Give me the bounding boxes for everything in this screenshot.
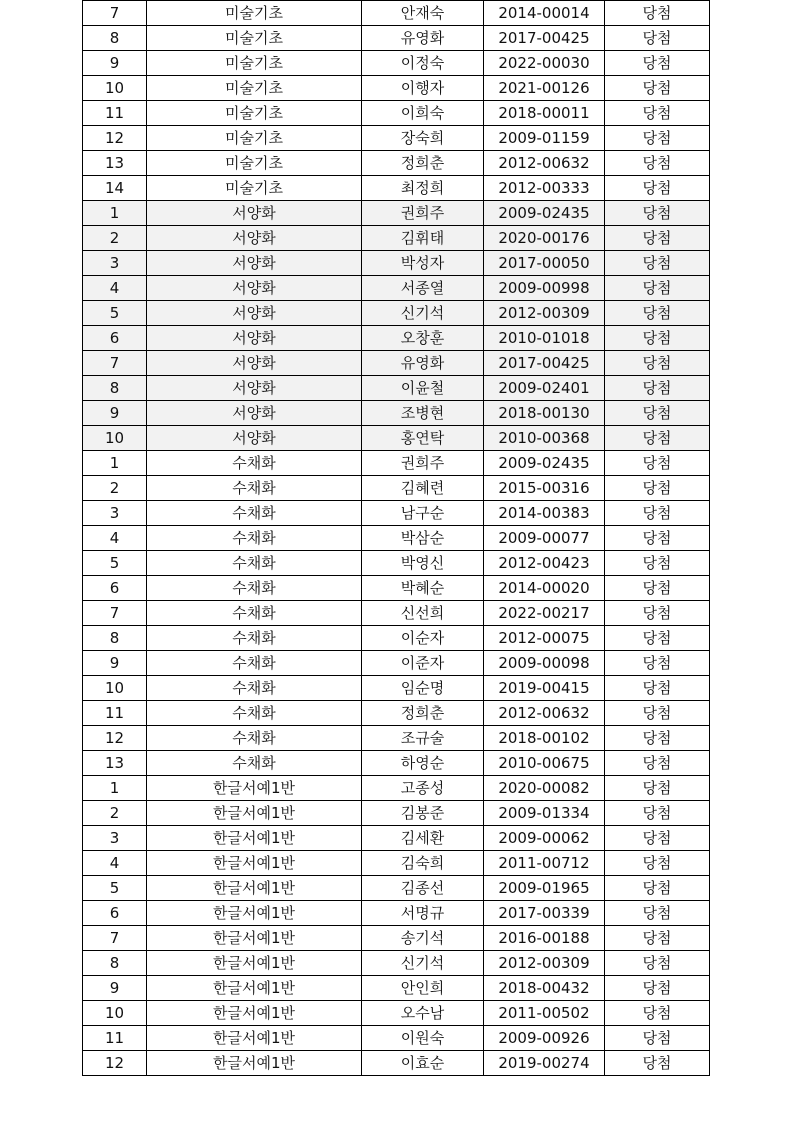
- course-name-cell: 수채화: [147, 526, 362, 551]
- member-id-cell: 2012-00632: [484, 701, 605, 726]
- member-name-cell: 권희주: [362, 201, 484, 226]
- result-cell: 당첨: [605, 126, 710, 151]
- member-id-cell: 2014-00383: [484, 501, 605, 526]
- result-cell: 당첨: [605, 326, 710, 351]
- member-id-cell: 2017-00050: [484, 251, 605, 276]
- table-row: [83, 851, 710, 876]
- table-row: [83, 226, 710, 251]
- member-id-cell: 2009-00077: [484, 526, 605, 551]
- member-name-cell: 송기석: [362, 926, 484, 951]
- course-name-cell: 수채화: [147, 651, 362, 676]
- member-name-cell: 신기석: [362, 951, 484, 976]
- result-cell: 당첨: [605, 601, 710, 626]
- member-id-cell: 2020-00176: [484, 226, 605, 251]
- course-name-cell: 미술기초: [147, 101, 362, 126]
- member-id-cell: 2010-00675: [484, 751, 605, 776]
- result-cell: 당첨: [605, 351, 710, 376]
- course-name-cell: 수채화: [147, 476, 362, 501]
- row-number-cell: 9: [83, 651, 147, 676]
- row-number-cell: 6: [83, 901, 147, 926]
- course-name-cell: 한글서예1반: [147, 926, 362, 951]
- result-cell: 당첨: [605, 151, 710, 176]
- row-number-cell: 6: [83, 576, 147, 601]
- member-id-cell: 2022-00217: [484, 601, 605, 626]
- table-row: [83, 826, 710, 851]
- row-number-cell: 4: [83, 851, 147, 876]
- table-row: [83, 776, 710, 801]
- result-cell: 당첨: [605, 901, 710, 926]
- result-cell: 당첨: [605, 426, 710, 451]
- result-cell: 당첨: [605, 926, 710, 951]
- member-name-cell: 조규술: [362, 726, 484, 751]
- member-name-cell: 고종성: [362, 776, 484, 801]
- course-name-cell: 서양화: [147, 276, 362, 301]
- row-number-cell: 6: [83, 326, 147, 351]
- course-name-cell: 한글서예1반: [147, 976, 362, 1001]
- course-name-cell: 서양화: [147, 301, 362, 326]
- member-name-cell: 조병현: [362, 401, 484, 426]
- table-row: [83, 601, 710, 626]
- result-cell: 당첨: [605, 276, 710, 301]
- result-cell: 당첨: [605, 226, 710, 251]
- result-cell: 당첨: [605, 101, 710, 126]
- table-row: [83, 726, 710, 751]
- course-name-cell: 한글서예1반: [147, 1026, 362, 1051]
- row-number-cell: 8: [83, 626, 147, 651]
- row-number-cell: 12: [83, 726, 147, 751]
- result-cell: 당첨: [605, 701, 710, 726]
- course-name-cell: 미술기초: [147, 151, 362, 176]
- member-name-cell: 권희주: [362, 451, 484, 476]
- result-cell: 당첨: [605, 26, 710, 51]
- result-cell: 당첨: [605, 801, 710, 826]
- course-name-cell: 수채화: [147, 726, 362, 751]
- table-row: [83, 426, 710, 451]
- member-name-cell: 오수남: [362, 1001, 484, 1026]
- course-name-cell: 서양화: [147, 351, 362, 376]
- member-id-cell: 2015-00316: [484, 476, 605, 501]
- member-id-cell: 2019-00274: [484, 1051, 605, 1076]
- table-row: [83, 976, 710, 1001]
- row-number-cell: 3: [83, 251, 147, 276]
- result-cell: 당첨: [605, 501, 710, 526]
- row-number-cell: 10: [83, 426, 147, 451]
- table-row: [83, 576, 710, 601]
- table-row: [83, 451, 710, 476]
- table-row: [83, 1026, 710, 1051]
- result-cell: 당첨: [605, 476, 710, 501]
- member-name-cell: 김숙희: [362, 851, 484, 876]
- member-name-cell: 이준자: [362, 651, 484, 676]
- member-name-cell: 박삼순: [362, 526, 484, 551]
- course-name-cell: 서양화: [147, 226, 362, 251]
- member-name-cell: 이순자: [362, 626, 484, 651]
- member-name-cell: 김세환: [362, 826, 484, 851]
- course-name-cell: 한글서예1반: [147, 851, 362, 876]
- table-row: [83, 651, 710, 676]
- member-name-cell: 유영화: [362, 26, 484, 51]
- member-name-cell: 이행자: [362, 76, 484, 101]
- result-cell: 당첨: [605, 251, 710, 276]
- member-id-cell: 2016-00188: [484, 926, 605, 951]
- table-row: [83, 526, 710, 551]
- row-number-cell: 7: [83, 926, 147, 951]
- row-number-cell: 4: [83, 276, 147, 301]
- member-id-cell: 2009-00926: [484, 1026, 605, 1051]
- row-number-cell: 1: [83, 776, 147, 801]
- member-id-cell: 2010-00368: [484, 426, 605, 451]
- member-id-cell: 2009-00098: [484, 651, 605, 676]
- row-number-cell: 9: [83, 976, 147, 1001]
- member-name-cell: 서명규: [362, 901, 484, 926]
- table-row: [83, 701, 710, 726]
- course-name-cell: 한글서예1반: [147, 801, 362, 826]
- result-cell: 당첨: [605, 826, 710, 851]
- course-name-cell: 한글서예1반: [147, 1001, 362, 1026]
- result-cell: 당첨: [605, 851, 710, 876]
- member-name-cell: 박영신: [362, 551, 484, 576]
- course-name-cell: 수채화: [147, 601, 362, 626]
- row-number-cell: 11: [83, 1026, 147, 1051]
- member-name-cell: 정희춘: [362, 701, 484, 726]
- table-row: [83, 476, 710, 501]
- result-cell: 당첨: [605, 176, 710, 201]
- result-cell: 당첨: [605, 1001, 710, 1026]
- table-row: [83, 1001, 710, 1026]
- row-number-cell: 13: [83, 151, 147, 176]
- row-number-cell: 3: [83, 501, 147, 526]
- member-name-cell: 임순명: [362, 676, 484, 701]
- member-name-cell: 하영순: [362, 751, 484, 776]
- member-name-cell: 김휘태: [362, 226, 484, 251]
- result-cell: 당첨: [605, 626, 710, 651]
- row-number-cell: 13: [83, 751, 147, 776]
- member-name-cell: 이희숙: [362, 101, 484, 126]
- member-id-cell: 2012-00309: [484, 301, 605, 326]
- member-name-cell: 김봉준: [362, 801, 484, 826]
- course-name-cell: 수채화: [147, 676, 362, 701]
- result-cell: 당첨: [605, 51, 710, 76]
- result-cell: 당첨: [605, 301, 710, 326]
- course-name-cell: 미술기초: [147, 51, 362, 76]
- lottery-result-table: [82, 0, 710, 1076]
- result-cell: 당첨: [605, 1026, 710, 1051]
- member-name-cell: 김혜련: [362, 476, 484, 501]
- course-name-cell: 수채화: [147, 576, 362, 601]
- result-cell: 당첨: [605, 951, 710, 976]
- member-id-cell: 2018-00130: [484, 401, 605, 426]
- table-row: [83, 376, 710, 401]
- row-number-cell: 1: [83, 201, 147, 226]
- course-name-cell: 서양화: [147, 201, 362, 226]
- member-id-cell: 2012-00632: [484, 151, 605, 176]
- member-id-cell: 2020-00082: [484, 776, 605, 801]
- table-row: [83, 801, 710, 826]
- course-name-cell: 수채화: [147, 626, 362, 651]
- row-number-cell: 4: [83, 526, 147, 551]
- result-cell: 당첨: [605, 751, 710, 776]
- table-row: [83, 501, 710, 526]
- row-number-cell: 10: [83, 1001, 147, 1026]
- member-name-cell: 서종열: [362, 276, 484, 301]
- member-id-cell: 2009-01965: [484, 876, 605, 901]
- member-id-cell: 2012-00333: [484, 176, 605, 201]
- member-name-cell: 홍연탁: [362, 426, 484, 451]
- row-number-cell: 12: [83, 126, 147, 151]
- course-name-cell: 수채화: [147, 501, 362, 526]
- member-name-cell: 신기석: [362, 301, 484, 326]
- member-name-cell: 신선희: [362, 601, 484, 626]
- course-name-cell: 한글서예1반: [147, 901, 362, 926]
- table-row: [83, 101, 710, 126]
- row-number-cell: 7: [83, 351, 147, 376]
- course-name-cell: 수채화: [147, 451, 362, 476]
- course-name-cell: 미술기초: [147, 26, 362, 51]
- row-number-cell: 2: [83, 226, 147, 251]
- table-row: [83, 251, 710, 276]
- result-cell: 당첨: [605, 651, 710, 676]
- member-id-cell: 2017-00425: [484, 351, 605, 376]
- course-name-cell: 수채화: [147, 751, 362, 776]
- table-row: [83, 26, 710, 51]
- course-name-cell: 수채화: [147, 551, 362, 576]
- member-id-cell: 2009-01334: [484, 801, 605, 826]
- member-id-cell: 2017-00339: [484, 901, 605, 926]
- member-name-cell: 안인희: [362, 976, 484, 1001]
- member-id-cell: 2009-00998: [484, 276, 605, 301]
- result-cell: 당첨: [605, 776, 710, 801]
- member-name-cell: 이정숙: [362, 51, 484, 76]
- course-name-cell: 한글서예1반: [147, 951, 362, 976]
- member-name-cell: 김종선: [362, 876, 484, 901]
- result-cell: 당첨: [605, 576, 710, 601]
- row-number-cell: 2: [83, 476, 147, 501]
- table-row: [83, 276, 710, 301]
- table-row: [83, 951, 710, 976]
- course-name-cell: 미술기초: [147, 176, 362, 201]
- row-number-cell: 14: [83, 176, 147, 201]
- table-row: [83, 351, 710, 376]
- course-name-cell: 서양화: [147, 251, 362, 276]
- table-row: [83, 876, 710, 901]
- table-row: [83, 301, 710, 326]
- member-name-cell: 이효순: [362, 1051, 484, 1076]
- member-id-cell: 2011-00502: [484, 1001, 605, 1026]
- course-name-cell: 서양화: [147, 326, 362, 351]
- table-row: [83, 326, 710, 351]
- course-name-cell: 수채화: [147, 701, 362, 726]
- member-name-cell: 이윤철: [362, 376, 484, 401]
- member-name-cell: 최정희: [362, 176, 484, 201]
- member-id-cell: 2019-00415: [484, 676, 605, 701]
- row-number-cell: 7: [83, 1, 147, 26]
- course-name-cell: 서양화: [147, 401, 362, 426]
- table-row: [83, 151, 710, 176]
- row-number-cell: 5: [83, 876, 147, 901]
- course-name-cell: 한글서예1반: [147, 876, 362, 901]
- course-name-cell: 미술기초: [147, 126, 362, 151]
- member-id-cell: 2018-00432: [484, 976, 605, 1001]
- member-name-cell: 장숙희: [362, 126, 484, 151]
- result-cell: 당첨: [605, 976, 710, 1001]
- row-number-cell: 5: [83, 301, 147, 326]
- table-row: [83, 676, 710, 701]
- table-row: [83, 201, 710, 226]
- result-cell: 당첨: [605, 1051, 710, 1076]
- result-cell: 당첨: [605, 551, 710, 576]
- member-name-cell: 남구순: [362, 501, 484, 526]
- member-name-cell: 오창훈: [362, 326, 484, 351]
- table-row: [83, 551, 710, 576]
- member-id-cell: 2010-01018: [484, 326, 605, 351]
- member-id-cell: 2009-00062: [484, 826, 605, 851]
- row-number-cell: 10: [83, 76, 147, 101]
- row-number-cell: 11: [83, 701, 147, 726]
- member-id-cell: 2012-00423: [484, 551, 605, 576]
- member-id-cell: 2018-00102: [484, 726, 605, 751]
- result-cell: 당첨: [605, 376, 710, 401]
- member-name-cell: 박성자: [362, 251, 484, 276]
- table-row: [83, 1, 710, 26]
- result-cell: 당첨: [605, 401, 710, 426]
- member-id-cell: 2021-00126: [484, 76, 605, 101]
- row-number-cell: 11: [83, 101, 147, 126]
- table-row: [83, 901, 710, 926]
- member-name-cell: 이원숙: [362, 1026, 484, 1051]
- table-row: [83, 76, 710, 101]
- course-name-cell: 미술기초: [147, 1, 362, 26]
- member-id-cell: 2012-00309: [484, 951, 605, 976]
- member-id-cell: 2009-01159: [484, 126, 605, 151]
- member-name-cell: 정희춘: [362, 151, 484, 176]
- member-id-cell: 2012-00075: [484, 626, 605, 651]
- result-cell: 당첨: [605, 676, 710, 701]
- row-number-cell: 8: [83, 376, 147, 401]
- member-id-cell: 2014-00014: [484, 1, 605, 26]
- course-name-cell: 한글서예1반: [147, 1051, 362, 1076]
- row-number-cell: 1: [83, 451, 147, 476]
- member-id-cell: 2014-00020: [484, 576, 605, 601]
- row-number-cell: 8: [83, 26, 147, 51]
- result-cell: 당첨: [605, 1, 710, 26]
- table-row: [83, 1051, 710, 1076]
- table-row: [83, 926, 710, 951]
- row-number-cell: 5: [83, 551, 147, 576]
- member-name-cell: 박혜순: [362, 576, 484, 601]
- table-row: [83, 126, 710, 151]
- course-name-cell: 한글서예1반: [147, 826, 362, 851]
- result-cell: 당첨: [605, 201, 710, 226]
- row-number-cell: 3: [83, 826, 147, 851]
- course-name-cell: 서양화: [147, 426, 362, 451]
- row-number-cell: 9: [83, 51, 147, 76]
- row-number-cell: 8: [83, 951, 147, 976]
- course-name-cell: 미술기초: [147, 76, 362, 101]
- course-name-cell: 한글서예1반: [147, 776, 362, 801]
- row-number-cell: 9: [83, 401, 147, 426]
- row-number-cell: 10: [83, 676, 147, 701]
- table-row: [83, 751, 710, 776]
- row-number-cell: 2: [83, 801, 147, 826]
- member-name-cell: 유영화: [362, 351, 484, 376]
- member-id-cell: 2018-00011: [484, 101, 605, 126]
- result-cell: 당첨: [605, 451, 710, 476]
- result-cell: 당첨: [605, 76, 710, 101]
- course-name-cell: 서양화: [147, 376, 362, 401]
- table-body: [83, 1, 710, 1076]
- table-row: [83, 401, 710, 426]
- member-id-cell: 2011-00712: [484, 851, 605, 876]
- result-cell: 당첨: [605, 526, 710, 551]
- member-id-cell: 2009-02435: [484, 451, 605, 476]
- table-row: [83, 176, 710, 201]
- member-id-cell: 2017-00425: [484, 26, 605, 51]
- table-row: [83, 626, 710, 651]
- member-id-cell: 2009-02435: [484, 201, 605, 226]
- member-id-cell: 2009-02401: [484, 376, 605, 401]
- table-row: [83, 51, 710, 76]
- result-cell: 당첨: [605, 876, 710, 901]
- row-number-cell: 12: [83, 1051, 147, 1076]
- member-id-cell: 2022-00030: [484, 51, 605, 76]
- member-name-cell: 안재숙: [362, 1, 484, 26]
- result-cell: 당첨: [605, 726, 710, 751]
- row-number-cell: 7: [83, 601, 147, 626]
